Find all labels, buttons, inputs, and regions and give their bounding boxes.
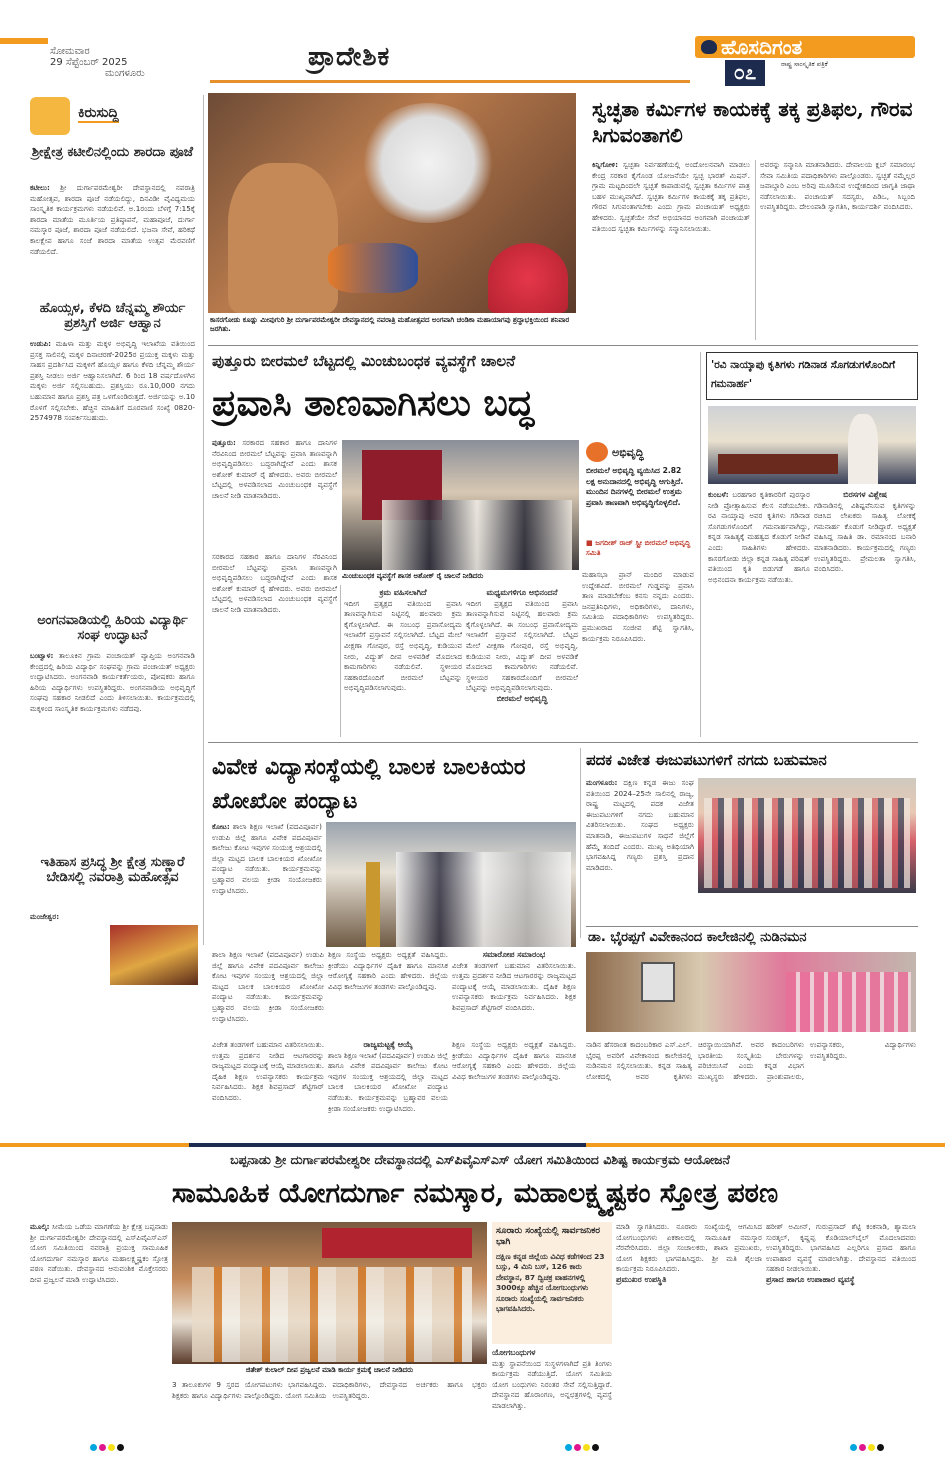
brand-logo-text: ಹೊಸದಿಗಂತ	[721, 35, 803, 59]
ravi-body-right: ಗಡಿನಾಡಿನಲ್ಲಿ ವಿಶಿಷ್ಟವೆನಿಸುವ ಕೃತಿಗಳನ್ನು ರಚಿಸಿದ ಲೇಖಕರು ಸಾಹಿತ್ಯ ಲೋಕಕ್ಕೆ ಗಮನಾರ್ಹ ಕೊಡುಗೆ ನೀಡಿದ್ದಾರೆ. ಅಧ್ಯಕ್ಷತೆ ವಹಿಸಿದ್ದ ಸಾಹಿತಿ ಡಾ. ರಮಾನಂದ ಬನಾರಿ ಮಾತನಾಡಿದರು. ಕಾರ್ಯಕ್ರಮದಲ್ಲಿ ಗಣ್ಯರು ಉಪಸ್ಥಿತರಿದ್ದರು. ಪ್ರೇಮಲತಾ ಸ್ವಾಗತಿಸಿ, ವಂದಿಸಿದರು.	[814, 500, 916, 574]
swachhata-headline: ಸ್ವಚ್ಛತಾ ಕರ್ಮಿಗಳ ಕಾಯಕಕ್ಕೆ ತಕ್ಕ ಪ್ರತಿಫಲ, ಗೌರವ ಸಿಗುವಂತಾಗಲಿ	[592, 97, 913, 147]
kirusuddi-badge	[30, 97, 195, 137]
puttur-body-mid2: ಇದೀಗ ಪ್ರತ್ಯಕ್ಷದ ವತಿಯಿಂದ ಪ್ರವಾಸಿ ತಾಣವನ್ನಾಗಿಸುವ ನಿಟ್ಟಿನಲ್ಲಿ ಹಲವಾರು ಕ್ರಮ ಕೈಗೊಳ್ಳಲಾಗಿದೆ. ಈ ಸಂಬಂಧ ಪ್ರವಾಸೋದ್ಯಮ ಇಲಾಖೆಗೆ ಪ್ರಸ್ತಾವನೆ ಸಲ್ಲಿಸಲಾಗಿದೆ. ಬೆಟ್ಟದ ಮೇಲೆ ವೀಕ್ಷಣಾ ಗೋಪುರ, ರಸ್ತೆ ಅಭಿವೃದ್ಧಿ, ಕುಡಿಯುವ ನೀರು, ವಿದ್ಯುತ್ ದೀಪ ಅಳವಡಿಕೆ ಮೊದಲಾದ ಕಾಮಗಾರಿಗಳು ನಡೆಯಲಿವೆ. ಸ್ಥಳೀಯರ ಸಹಕಾರದೊಂದಿಗೆ ಬೀರಮಲೆ ಬೆಟ್ಟವನ್ನು ಅಭಿವೃದ್ಧಿಪಡಿಸಲಾಗುವುದು.	[466, 598, 578, 693]
khokho-body-left: ಶಾಲಾ ಶಿಕ್ಷಣ ಇಲಾಖೆ (ಪದವಿಪೂರ್ವ) ಉಡುಪಿ ಜಿಲ್ಲೆ ಹಾಗೂ ವಿವೇಕ ಪದವಿಪೂರ್ವ ಕಾಲೇಜು ಕೋಟ ಇವುಗಳ ಸಂಯುಕ್ತ ಆಶ್ರಯದಲ್ಲಿ ಜಿಲ್ಲಾ ಮಟ್ಟದ ಬಾಲಕ ಬಾಲಕಿಯರ ಖೋಖೋ ಪಂದ್ಯಾಟ ನಡೆಯಿತು. ಕಾರ್ಯಕ್ರಮವನ್ನು ಬ್ರಹ್ಮಾವರ ವಲಯ ಕ್ರೀಡಾ ಸಂಯೋಜಕರು ಉದ್ಘಾಟಿಸಿದರು.	[212, 822, 322, 895]
khokho-bottom-text-3	[452, 1040, 576, 1138]
yellow-dot	[108, 1444, 115, 1451]
section-title: ಪ್ರಾದೇಶಿಕ	[308, 42, 391, 72]
khokho-lower-col-3	[452, 950, 576, 1032]
khokho-bottom-1: ವಿಜೇತ ತಂಡಗಳಿಗೆ ಬಹುಮಾನ ವಿತರಿಸಲಾಯಿತು. ಉತ್ತಮ ಪ್ರದರ್ಶನ ನೀಡಿದ ಆಟಗಾರರನ್ನು ರಾಜ್ಯಮಟ್ಟದ ಪಂದ್ಯಾಟಕ್ಕೆ ಆಯ್ಕೆ ಮಾಡಲಾಯಿತು. ದೈಹಿಕ ಶಿಕ್ಷಣ ಉಪನ್ಯಾಸಕರು ಕಾರ್ಯಕ್ರಮ ನಿರ್ವಹಿಸಿದರು. ಶಿಕ್ಷಕ ಶಿವಪ್ರಸಾದ್ ಶೆಟ್ಟಿಗಾರ್ ವಂದಿಸಿದರು.	[212, 1040, 324, 1102]
header-left-accent	[0, 38, 48, 44]
header-rule	[210, 80, 690, 83]
puttur-photo-caption: ಮಿಂಚುಬಂಧಕ ವ್ಯವಸ್ಥೆಗೆ ಶಾಸಕ ಅಶೋಕ್ ರೈ ಚಾಲನೆ ನೀಡಿದರು	[342, 572, 484, 580]
brand-block	[695, 36, 915, 88]
kirusuddi-column	[30, 95, 200, 935]
kiru-lead-4: ಮಂಜೇಶ್ವರ:	[30, 912, 60, 921]
padaka-headline: ಪದಕ ವಿಜೇತ ಈಜುಪಟುಗಳಿಗೆ ನಗದು ಬಹುಮಾನ	[586, 751, 827, 769]
puttur-col-divider-1	[340, 585, 341, 737]
header-date-block	[50, 46, 200, 79]
bappanadu-body-left: ಸೀಮೆಯ ಒಡೆಯ ಮಾಗಣೆಯ ಶ್ರೀ ಕ್ಷೇತ್ರ ಬಪ್ಪನಾಡು ಶ್ರೀ ದುರ್ಗಾಪರಮೇಶ್ವರೀ ದೇವಸ್ಥಾನದಲ್ಲಿ ಎಸ್‌ಪಿವೈಎಸ್‌ಎಸ್ ಯೋಗ ಸಮಿತಿಯಿಂದ ನವರಾತ್ರಿ ಪ್ರಯುಕ್ತ ಸಾಮೂಹಿಕ ಯೋಗದುರ್ಗಾ ನಮಸ್ಕಾರ ಹಾಗೂ ಮಹಾಲಕ್ಷ್ಮ್ಯಷ್ಟಕಂ ಸ್ತೋತ್ರ ಪಠಣ ನಡೆಯಿತು. ದೇವಸ್ಥಾನದ ಆನುವಂಶಿಕ ಮೊಕ್ತೇಸರರು ದೀಪ ಪ್ರಜ್ವಲನೆ ಮಾಡಿ ಉದ್ಘಾಟಿಸಿದರು.	[30, 1222, 168, 1284]
bappanadu-body-c5: ಹರೀಶ್ ಅಮೀನ್, ಗುರುಪ್ರಸಾದ್ ಶೆಟ್ಟಿ ಕಂಕನಾಡಿ, ಶ್ಯಾಮಲಾ ಸುರತ್ಕಲ್, ಕೃಷ್ಣಪ್ಪ ಕೊಡಿಯಾಲ್‌ಬೈಲ್ ಮೊದಲಾದವರು ಉಪಸ್ಥಿತರಿದ್ದರು. ಭಾಗವಹಿಸಿದ ಎಲ್ಲರಿಗೂ ಪ್ರಸಾದ ಹಾಗೂ ಉಪಾಹಾರ ವ್ಯವಸ್ಥೆ ಮಾಡಲಾಗಿತ್ತು. ದೇವಸ್ಥಾನದ ವತಿಯಿಂದ ಸಹಕಾರ ನೀಡಲಾಯಿತು.	[766, 1222, 916, 1274]
abhivruddhi-title: ಅಭಿವೃದ್ಧಿ	[612, 446, 644, 459]
swachhata-text-left	[592, 160, 750, 340]
kiru-headline-3: ಅಂಗನವಾಡಿಯಲ್ಲಿ ಹಿರಿಯ ವಿದ್ಯಾರ್ಥಿ ಸಂಘ ಉದ್ಘಾಟನೆ	[37, 613, 188, 643]
swachhata-body-left: ಸ್ವಚ್ಛತಾ ನಿರ್ವಹಣೆಯಲ್ಲಿ ಅಂದೋಲನವಾಗಿ ಮಾಡಲು ಕೇಂದ್ರ ಸರಕಾರ ಕೈಗೊಂಡ ಯೋಜನೆಯೇ ಸ್ವಚ್ಛ ಭಾರತ್ ಮಿಷನ್. ಗ್ರಾಮ ಮಟ್ಟದಿಂದಲೇ ಸ್ವಚ್ಛತೆ ಕಾಪಾಡುವಲ್ಲಿ ಸ್ವಚ್ಛತಾ ಕರ್ಮಿಗಳ ಪಾತ್ರ ಬಹಳ ಮುಖ್ಯವಾಗಿದೆ. ಸ್ವಚ್ಛತಾ ಕರ್ಮಿಗಳ ಕಾಯಕಕ್ಕೆ ತಕ್ಕ ಪ್ರತಿಫಲ, ಗೌರವ ಸಿಗುವಂತಾಗಬೇಕು ಎಂದು ಗ್ರಾಮ ಪಂಚಾಯತ್ ಅಧ್ಯಕ್ಷರು ಹೇಳಿದರು. ಸ್ವಚ್ಛತೆಯೇ ಸೇವೆ ಅಭಿಯಾನದ ಅಂಗವಾಗಿ ಪಂಚಾಯತ್ ವತಿಯಿಂದ ಸ್ವಚ್ಛತಾ ಕರ್ಮಿಗಳನ್ನು ಸನ್ಮಾನಿಸಲಾಯಿತು.	[592, 160, 750, 233]
khokho-bottom-2: ಶಾಲಾ ಶಿಕ್ಷಣ ಇಲಾಖೆ (ಪದವಿಪೂರ್ವ) ಉಡುಪಿ ಜಿಲ್ಲೆ ಹಾಗೂ ವಿವೇಕ ಪದವಿಪೂರ್ವ ಕಾಲೇಜು ಕೋಟ ಇವುಗಳ ಸಂಯುಕ್ತ ಆಶ್ರಯದಲ್ಲಿ ಜಿಲ್ಲಾ ಮಟ್ಟದ ಬಾಲಕ ಬಾಲಕಿಯರ ಖೋಖೋ ಪಂದ್ಯಾಟ ನಡೆಯಿತು. ಕಾರ್ಯಕ್ರಮವನ್ನು ಬ್ರಹ್ಮಾವರ ವಲಯ ಕ್ರೀಡಾ ಸಂಯೋಜಕರು ಉದ್ಘಾಟಿಸಿದರು.	[328, 1050, 448, 1113]
kiru-text-4-body	[30, 924, 108, 984]
sooraru-box-title: ಸೂರಾರು ಸಂಖ್ಯೆಯಲ್ಲಿ ಸಾರ್ವಜನಿಕರ ಭಾಗಿ	[496, 1226, 600, 1247]
khokho-lower-col-1	[212, 950, 324, 1032]
lamp-figures	[192, 1267, 472, 1362]
crowd-row	[382, 500, 572, 570]
puttur-col1-body: ಸರಕಾರದ ಸಹಕಾರ ಹಾಗೂ ದಾನಿಗಳ ನೆರವಿನಿಂದ ಬೀರಮಲೆ ಬೆಟ್ಟವನ್ನು ಪ್ರವಾಸಿ ತಾಣವನ್ನಾಗಿ ಅಭಿವೃದ್ಧಿಪಡಿಸಲು ಬದ್ಧರಾಗಿದ್ದೇವೆ ಎಂದು ಶಾಸಕ ಅಶೋಕ್ ಕುಮಾರ್ ರೈ ಹೇಳಿದರು. ಅವರು ಬೀರಮಲೆ ಬೆಟ್ಟದಲ್ಲಿ ಅಳವಡಿಸಲಾದ ಮಿಂಚುಬಂಧಕ ವ್ಯವಸ್ಥೆಗೆ ಚಾಲನೆ ನೀಡಿ ಮಾತನಾಡಿದರು.	[212, 552, 337, 614]
yellow-dot	[583, 1444, 590, 1451]
bhyrappa-bottom-text	[586, 1040, 916, 1138]
khokho-bottom-3: ಶಿಕ್ಷಣ ಸಂಸ್ಥೆಯ ಅಧ್ಯಕ್ಷರು ಅಧ್ಯಕ್ಷತೆ ವಹಿಸಿದ್ದರು. ಕ್ರೀಡೆಯು ವಿದ್ಯಾರ್ಥಿಗಳ ದೈಹಿಕ ಹಾಗೂ ಮಾನಸಿಕ ಆರೋಗ್ಯಕ್ಕೆ ಸಹಕಾರಿ ಎಂದು ಹೇಳಿದರು. ಜಿಲ್ಲೆಯ ವಿವಿಧ ಕಾಲೇಜುಗಳ ತಂಡಗಳು ಪಾಲ್ಗೊಂಡಿದ್ದವು.	[452, 1040, 576, 1081]
top-photo-caption: ಕಾಸರಗೋಡು ಕೂಡ್ಲು ಮೀಪುಗುರಿ ಶ್ರೀ ದುರ್ಗಾಪರಮೇಶ್ವರೀ ದೇವಸ್ಥಾನದಲ್ಲಿ ನವರಾತ್ರಿ ಮಹೋತ್ಸವದ ಅಂಗವಾಗಿ ಚಂಡಿಕಾ ಮಹಾಯಾಗವು ಶ್ರದ್ಧಾಭಕ್ತಿಯಿಂದ ಶನಿವಾರ ಜರಗಿತು.	[210, 316, 570, 333]
swachhata-lead: ಕಿನ್ನಿಗೋಳಿ:	[592, 160, 618, 169]
magenta-dot	[99, 1444, 106, 1451]
padaka-lead: ಮಂಗಳೂರು:	[586, 778, 618, 787]
black-dot	[117, 1444, 124, 1451]
magenta-dot	[574, 1444, 581, 1451]
magenta-dot	[859, 1444, 866, 1451]
kiru-lead-2: ಉಡುಪಿ:	[30, 339, 52, 348]
lamp-stand	[366, 862, 380, 947]
kiru-headline-4: ಇತಿಹಾಸ ಪ್ರಸಿದ್ಧ ಶ್ರೀ ಕ್ಷೇತ್ರ ಸುಣ್ಣಾರೆ ಬೇಡಿಸಲ್ಲಿ ನವರಾತ್ರಿ ಮಹೋತ್ಸವ	[40, 855, 185, 885]
puttur-subhead-2: ಮಧ್ಯಮಗಳಿಗೂ ಅಭಿನಂದನೆ	[486, 588, 558, 597]
hand-icon	[30, 97, 70, 135]
quote-heart-icon	[586, 442, 608, 462]
cyan-dot	[850, 1444, 857, 1451]
puttur-ravi-divider	[700, 352, 701, 737]
bappanadu-body-mid: ಮತ್ತು ಸ್ಥಾಪನೆಯಿಂದ ಸುಸ್ಥಳಗಳಾಗಿದೆ ಪ್ರತಿ ತಿಂಗಳು ಕಾರ್ಯಕ್ರಮ ನಡೆಯುತ್ತಿದೆ. ಯೋಗ ಸಮಿತಿಯ ಯೋಗ ಬಂಧುಗಳು ನಿರಂತರ ಸೇವೆ ಸಲ್ಲಿಸುತ್ತಿದ್ದಾರೆ. ದೇವಸ್ಥಾನದ ಹೊರಾಂಗಣ, ಅನ್ನಛತ್ರಗಳಲ್ಲಿ ವ್ಯವಸ್ಥೆ ಮಾಡಲಾಗಿತ್ತು.	[492, 1358, 612, 1410]
puttur-text-right: ಮಹಾಸಭಾ ಪ್ರಾನ್ ಮಂದಿರ ಮಾಡುವ ಉದ್ದೇಶವಿದೆ. ಬೀರಮಲೆ ಗುಡ್ಡವನ್ನು ಪ್ರವಾಸಿ ತಾಣ ಮಾಡಬೇಕೆಂಬ ಕನಸು ನನ್ನದು ಎಂದರು. ಜನಪ್ರತಿನಿಧಿಗಳು, ಅಧಿಕಾರಿಗಳು, ದಾನಿಗಳು, ಸಮಿತಿಯ ಪದಾಧಿಕಾರಿಗಳು ಉಪಸ್ಥಿತರಿದ್ದರು. ಪ್ರಮುಖರಾದ ಸಂಜೀವ ಶೆಟ್ಟಿ ಸ್ವಾಗತಿಸಿ, ಕಾರ್ಯಕ್ರಮ ನಿರೂಪಿಸಿದರು.	[582, 570, 694, 643]
swachhata-col-divider	[755, 160, 756, 340]
chandika-yaga-photo	[208, 93, 576, 313]
bhyrappa-tribute-photo	[586, 952, 916, 1032]
bappanadu-headline: ಸಾಮೂಹಿಕ ಯೋಗದುರ್ಗಾ ನಮಸ್ಕಾರ, ಮಹಾಲಕ್ಷ್ಮ್ಯಷ್ಟಕಂ ಸ್ತೋತ್ರ ಪಠಣ	[171, 1178, 779, 1209]
kiru-text-3	[30, 651, 195, 851]
bappanadu-col-4	[616, 1222, 762, 1420]
padaka-body: ದಕ್ಷಿಣ ಕನ್ನಡ ಈಜು ಸಂಘ ವತಿಯಿಂದ 2024–25ನೇ ಸಾಲಿನಲ್ಲಿ ರಾಜ್ಯ, ರಾಷ್ಟ್ರ ಮಟ್ಟದಲ್ಲಿ ಪದಕ ವಿಜೇತ ಈಜುಪಟುಗಳಿಗೆ ನಗದು ಬಹುಮಾನ ವಿತರಿಸಲಾಯಿತು. ಸಂಘದ ಅಧ್ಯಕ್ಷರು ಮಾತನಾಡಿ, ಈಜುಪಟುಗಳ ಸಾಧನೆ ಜಿಲ್ಲೆಗೆ ಹೆಮ್ಮೆ ತಂದಿದೆ ಎಂದರು. ಮುಖ್ಯ ಅತಿಥಿಯಾಗಿ ಭಾಗವಹಿಸಿದ್ದ ಗಣ್ಯರು ಪ್ರಶಸ್ತಿ ಪ್ರದಾನ ಮಾಡಿದರು.	[586, 778, 694, 872]
bappanadu-lead: ಮೂಲ್ಕಿ:	[30, 1222, 50, 1231]
ravi-lead: ಕುಂಬಳೆ:	[708, 490, 729, 499]
speaker-figure	[848, 414, 878, 484]
masthead	[0, 0, 945, 92]
cmyk-marks-left	[90, 1436, 126, 1455]
sidebar-divider	[203, 95, 204, 945]
ravi-headline-box	[706, 352, 918, 400]
black-dot	[877, 1444, 884, 1451]
yoga-photo-caption: ಜಿತೇಶ್ ಕುಲಾಲ್ ದೀಪ ಪ್ರಜ್ವಲನೆ ಮಾಡಿ ಕಾರ್ಯ ಕ್ರಮಕ್ಕೆ ಚಾಲನೆ ನೀಡಿದರು	[245, 1366, 414, 1374]
khokho-lower-col-2	[328, 950, 448, 1032]
bhyrappa-bottom-body: ನಾಡಿನ ಹೆಸರಾಂತ ಕಾದಂಬರಿಕಾರ ಎಸ್.ಎಲ್. ಭೈರಪ್ಪ ಅವರಿಗೆ ವಿವೇಕಾನಂದ ಕಾಲೇಜಿನಲ್ಲಿ ನುಡಿನಮನ ಸಲ್ಲಿಸಲಾಯಿತು. ಕನ್ನಡ ಸಾಹಿತ್ಯ ಲೋಕದಲ್ಲಿ ಅವರ ಕೃತಿಗಳು ಚಿರಸ್ಥಾಯಿಯಾಗಿವೆ. ಅವರ ಕಾದಂಬರಿಗಳು ಭಾರತೀಯ ಸಂಸ್ಕೃತಿಯ ಬೇರುಗಳನ್ನು ಪರಿಚಯಿಸಿವೆ ಎಂದು ಕನ್ನಡ ವಿಭಾಗ ಮುಖ್ಯಸ್ಥರು ಹೇಳಿದರು. ಪ್ರಾಂಶುಪಾಲರು, ಉಪನ್ಯಾಸಕರು, ವಿದ್ಯಾರ್ಥಿಗಳು ಉಪಸ್ಥಿತರಿದ್ದರು.	[586, 1040, 916, 1081]
khokho-bottom-text-2	[328, 1040, 448, 1138]
puttur-lead: ಪುತ್ತೂರು:	[212, 438, 236, 447]
sooraru-box	[492, 1222, 612, 1344]
puttur-subhead-3: ಬೀರಮಲೆ ಅಭಿವೃದ್ಧಿ	[496, 693, 548, 703]
bappanadu-kicker: ಬಪ್ಪನಾಡು ಶ್ರೀ ದುರ್ಗಾಪರಮೇಶ್ವರೀ ದೇವಸ್ಥಾನದಲ್ಲಿ ಎಸ್‌ಪಿವೈಎಸ್‌ಎಸ್ ಯೋಗ ಸಮಿತಿಯಿಂದ ವಿಶಿಷ್ಟ ಕಾರ್ಯಕ್ರಮ ಆಯೋಜನೆ	[230, 1152, 730, 1167]
cmyk-marks-right	[850, 1436, 886, 1455]
page-number: ೦೭	[725, 60, 765, 86]
khokho-headline: ವಿವೇಕ ವಿದ್ಯಾಸಂಸ್ಥೆಯಲ್ಲಿ ಬಾಲಕ ಬಾಲಕಿಯರ ಖೋಖೋ ಪಂದ್ಯಾಟ	[212, 754, 526, 814]
ravi-subhead: ಬಿರಸಗಳ ವಿಶ್ಲೇಷ	[843, 490, 887, 499]
portrait-frame	[641, 962, 675, 1002]
bappanadu-text-left	[30, 1222, 168, 1412]
ravi-event-photo	[708, 406, 916, 484]
banner-backdrop	[322, 1228, 472, 1258]
kiru-body-1: ಶ್ರೀ ದುರ್ಗಾಪರಮೇಶ್ವರೀ ದೇವಸ್ಥಾನದಲ್ಲಿ ನವರಾತ್ರಿ ಮಹೋತ್ಸವ, ಶಾರದಾ ಪೂಜೆ ನಡೆಯಲಿದ್ದು, ದಿನವಿಡೀ ವೈವಿಧ್ಯಮಯ ಸಾಂಸ್ಕೃತಿಕ ಕಾರ್ಯಕ್ರಮಗಳು ನಡೆಯಲಿವೆ. ಅ.1ರಂದು ಬೆಳಗ್ಗೆ 7:15ಕ್ಕೆ ಶಾರದಾ ಮಾತೆಯ ಮೂರ್ತಿಯ ಪ್ರತಿಷ್ಠಾಪನೆ, ಮಹಾಪೂಜೆ, ದುರ್ಗಾ ನಮಸ್ಕಾರ ಪೂಜೆ, ಶಾರದಾ ಪೂಜೆ ನಡೆಯಲಿದೆ. ಭಜನಾ ಸೇವೆ, ಹರಿಕಥೆ ಕಾಲಕ್ಷೇಪ ಹಾಗೂ ಸಂಜೆ ಶಾರದಾ ಮಾತೆಯ ಉತ್ಸವ ಮೆರವಣಿಗೆ ನಡೆಯಲಿದೆ.	[30, 183, 195, 256]
abhivruddhi-box	[584, 440, 694, 565]
cyan-dot	[90, 1444, 97, 1451]
cmyk-marks-mid	[565, 1436, 601, 1455]
temple-photo-small	[110, 925, 198, 985]
kiru-body-3: ತಾಲೂಕಿನ ಗ್ರಾಮ ಪಂಚಾಯತ್ ವ್ಯಾಪ್ತಿಯ ಅಂಗನವಾಡಿ ಕೇಂದ್ರದಲ್ಲಿ ಹಿರಿಯ ವಿದ್ಯಾರ್ಥಿ ಸಂಘವನ್ನು ಗ್ರಾಮ ಪಂಚಾಯತ್ ಅಧ್ಯಕ್ಷರು ಉದ್ಘಾಟಿಸಿದರು. ಅಂಗನವಾಡಿ ಕಾರ್ಯಕರ್ತೆಯರು, ಪೋಷಕರು ಹಾಗೂ ಹಿರಿಯ ವಿದ್ಯಾರ್ಥಿಗಳು ಉಪಸ್ಥಿತರಿದ್ದರು. ಅಂಗನವಾಡಿಯ ಅಭಿವೃದ್ಧಿಗೆ ಸಂಘವು ಸಹಕಾರ ನೀಡಲಿದೆ ಎಂದು ತಿಳಿಸಲಾಯಿತು. ಕಾರ್ಯಕ್ರಮದಲ್ಲಿ ಮಕ್ಕಳಿಂದ ಸಾಂಸ್ಕೃತಿಕ ಕಾರ್ಯಕ್ರಮಗಳು ನಡೆದವು.	[30, 651, 195, 713]
khokho-text-left	[212, 822, 322, 940]
puttur-body-mid: ಇದೀಗ ಪ್ರತ್ಯಕ್ಷದ ವತಿಯಿಂದ ಪ್ರವಾಸಿ ತಾಣವನ್ನಾಗಿಸುವ ನಿಟ್ಟಿನಲ್ಲಿ ಹಲವಾರು ಕ್ರಮ ಕೈಗೊಳ್ಳಲಾಗಿದೆ. ಈ ಸಂಬಂಧ ಪ್ರವಾಸೋದ್ಯಮ ಇಲಾಖೆಗೆ ಪ್ರಸ್ತಾವನೆ ಸಲ್ಲಿಸಲಾಗಿದೆ. ಬೆಟ್ಟದ ಮೇಲೆ ವೀಕ್ಷಣಾ ಗೋಪುರ, ರಸ್ತೆ ಅಭಿವೃದ್ಧಿ, ಕುಡಿಯುವ ನೀರು, ವಿದ್ಯುತ್ ದೀಪ ಅಳವಡಿಕೆ ಮೊದಲಾದ ಕಾಮಗಾರಿಗಳು ನಡೆಯಲಿವೆ. ಸ್ಥಳೀಯರ ಸಹಕಾರದೊಂದಿಗೆ ಬೀರಮಲೆ ಬೆಟ್ಟವನ್ನು ಅಭಿವೃದ್ಧಿಪಡಿಸಲಾಗುವುದು.	[344, 598, 462, 693]
puttur-headline: ಪ್ರವಾಸಿ ತಾಣವಾಗಿಸಲು ಬದ್ಧ	[212, 382, 534, 424]
khokho-subhead-b: ರಾಜ್ಯಮಟ್ಟಕ್ಕೆ ಆಯ್ಕೆ	[363, 1040, 413, 1049]
puttur-text-mid2	[466, 588, 578, 736]
bappanadu-text-bottom: 3 ತಾಲೂಕುಗಳ 9 ಸ್ತರದ ಯೋಗಪಟುಗಳು ಭಾಗವಹಿಸಿದ್ದರು. ಶಿಕ್ಷಕರು ಹಾಗೂ ವಿದ್ಯಾರ್ಥಿಗಳು ಪಾಲ್ಗೊಂಡಿದ್ದರು. ಯೋಗ ಸಮಿತಿಯ ಪದಾಧಿಕಾರಿಗಳು, ದೇವಸ್ಥಾನದ ಅರ್ಚಕರು ಹಾಗೂ ಭಕ್ತರು ಉಪಸ್ಥಿತರಿದ್ದರು.	[172, 1380, 487, 1400]
ravi-body: ಬರಹಗಾರ ಕೃತಿಕಾರರಿಗೆ ಪುರಸ್ಕಾರ ನೀಡಿ ಪ್ರೋತ್ಸಾಹಿಸುವ ಕೆಲಸ ನಡೆಯಬೇಕು. ರವಿ ನಾಯ್ಕಾಪು ಅವರ ಕೃತಿಗಳು ಗಡಿನಾಡ ಸೊಗಡುಗಳೊಂದಿಗೆ ಗಮನಾರ್ಹವಾಗಿದ್ದು, ಕನ್ನಡ ಸಾಹಿತ್ಯಕ್ಕೆ ಮಹತ್ವದ ಕೊಡುಗೆ ನೀಡಿವೆ ಎಂದು ಸಾಹಿತಿಗಳು ಹೇಳಿದರು. ಕಾಸರಗೋಡು ಜಿಲ್ಲಾ ಕನ್ನಡ ಸಾಹಿತ್ಯ ಪರಿಷತ್ ವತಿಯಿಂದ ಕೃತಿ ಬಿಡುಗಡೆ ಹಾಗೂ ಅಭಿನಂದನಾ ಕಾರ್ಯಕ್ರಮ ನಡೆಯಿತು.	[708, 490, 810, 584]
lotus-icon	[701, 40, 717, 54]
group-row	[704, 798, 910, 888]
kirusuddi-label: ಕಿರುಸುದ್ದಿ	[78, 105, 119, 121]
sooraru-box-text: ದಕ್ಷಿಣ ಕನ್ನಡ ಜಿಲ್ಲೆಯ ವಿವಿಧ ಕಡೆಗಳಿಂದ 23 ಬಸ್ಸು, 4 ಮಿನಿ ಬಸ್, 126 ಕಾರು ದೇವಸ್ಥಾನ, 87 ದ್ವಿಚಕ್ರ ವಾಹನಗಳಲ್ಲಿ 3000ಕ್ಕೂ ಹೆಚ್ಚಿನ ಯೋಗಬಂಧುಗಳು ಸೂರಾರು ಸಂಖ್ಯೆಯಲ್ಲಿ ಸಾರ್ವಜನಿಕರು ಭಾಗವಹಿಸಿದರು.	[496, 1252, 605, 1314]
bappanadu-subhead-1: ಯೋಗಬಂಧುಗಳ	[492, 1348, 536, 1357]
ravi-headline: 'ರವಿ ನಾಯ್ಕಾಪು ಕೃತಿಗಳು ಗಡಿನಾಡ ಸೊಗಡುಗಳೊಂದಿಗೆ ಗಮನಾರ್ಹ'	[711, 359, 896, 390]
idol-decoration	[488, 243, 568, 313]
kiru-text-2	[30, 339, 195, 607]
puttur-text-mid	[344, 588, 462, 736]
khokho-lead: ಕೋಟ:	[212, 822, 230, 831]
khokho-lower-1: ಶಾಲಾ ಶಿಕ್ಷಣ ಇಲಾಖೆ (ಪದವಿಪೂರ್ವ) ಉಡುಪಿ ಜಿಲ್ಲೆ ಹಾಗೂ ವಿವೇಕ ಪದವಿಪೂರ್ವ ಕಾಲೇಜು ಕೋಟ ಇವುಗಳ ಸಂಯುಕ್ತ ಆಶ್ರಯದಲ್ಲಿ ಜಿಲ್ಲಾ ಮಟ್ಟದ ಬಾಲಕ ಬಾಲಕಿಯರ ಖೋಖೋ ಪಂದ್ಯಾಟ ನಡೆಯಿತು. ಕಾರ್ಯಕ್ರಮವನ್ನು ಬ್ರಹ್ಮಾವರ ವಲಯ ಕ್ರೀಡಾ ಸಂಯೋಜಕರು ಉದ್ಘಾಟಿಸಿದರು.	[212, 950, 324, 1023]
bappanadu-body-c4: ಮಾಡಿ ಸ್ವಾಗತಿಸಿದರು. ನೂರಾರು ಸಂಖ್ಯೆಯಲ್ಲಿ ಆಗಮಿಸಿದ ಯೋಗಬಂಧುಗಳು ಏಕಕಾಲದಲ್ಲಿ ಸಾಮೂಹಿಕ ನಮಸ್ಕಾರ ನೆರವೇರಿಸಿದರು. ಜಿಲ್ಲಾ ಸಂಚಾಲಕರು, ಶಾಖಾ ಪ್ರಮುಖರು, ಯೋಗ ಶಿಕ್ಷಕರು ಭಾಗವಹಿಸಿದ್ದರು. ಶ್ರೀ ಮತಿ ಶೈಲಜಾ ಕಾರ್ಯಕ್ರಮ ನಿರೂಪಿಸಿದರು.	[616, 1222, 762, 1274]
header-city: ಮಂಗಳೂರು	[105, 68, 145, 79]
priest-figure	[228, 163, 338, 313]
bottom-section-rule	[0, 1143, 945, 1147]
yellow-dot	[868, 1444, 875, 1451]
section-rule-2	[208, 742, 918, 743]
ravi-text-right	[814, 490, 916, 736]
puttur-subhead-1: ಕ್ರಮ ವಹಿಸಲಾಗಿದೆ	[379, 588, 427, 597]
swachhata-text-right: ಅವರನ್ನು ಸನ್ಮಾನಿಸಿ ಮಾತನಾಡಿದರು. ದೇವಾಲಯ ಕ್ಲಬ್ ಸಮಾರಂಭ ಸೇವಾ ಸಮಿತಿಯ ಪದಾಧಿಕಾರಿಗಳು ಪಾಲ್ಗೊಂಡರು. ಸ್ವಚ್ಛತೆ ನಮ್ಮೆಲ್ಲರ ಜವಾಬ್ದಾರಿ ಎಂಬ ಅರಿವು ಮೂಡಿಸುವ ಉದ್ದೇಶದಿಂದ ಜಾಗೃತಿ ಜಾಥಾ ನಡೆಸಲಾಯಿತು. ಪಂಚಾಯತ್ ಸದಸ್ಯರು, ಪಿಡಿಒ, ಸಿಬ್ಬಂದಿ ಉಪಸ್ಥಿತರಿದ್ದರು. ದೇಲಂಪಾಡಿ ಸ್ವಾಗತಿಸಿ, ಕಾರ್ಯದರ್ಶಿ ವಂದಿಸಿದರು.	[760, 160, 915, 212]
stage-table	[718, 454, 838, 474]
section-rule-1	[208, 345, 918, 346]
bappanadu-subhead-2: ಪ್ರಮುಖರ ಉಪಸ್ಥಿತಿ	[616, 1274, 667, 1284]
khokho-inauguration-photo	[326, 822, 576, 947]
black-dot	[592, 1444, 599, 1451]
ravi-text-left	[708, 490, 810, 736]
khokho-padaka-divider	[580, 748, 581, 938]
students-row	[786, 972, 911, 1032]
kiru-lead-1: ಕಟೀಲು:	[30, 183, 50, 192]
puttur-kicker: ಪುತ್ತೂರು ಬೀರಮಲೆ ಬೆಟ್ಟದಲ್ಲಿ ಮಿಂಚುಬಂಧಕ ವ್ಯವಸ್ಥೆಗೆ ಚಾಲನೆ	[212, 352, 516, 370]
kiru-text-1	[30, 183, 195, 295]
cloth-offering	[328, 243, 418, 293]
yoga-event-photo	[172, 1222, 487, 1364]
padaka-text	[586, 778, 694, 922]
smoke-cloud	[358, 103, 498, 223]
kiru-headline-1: ಶ್ರೀಕ್ಷೇತ್ರ ಕಟೀಲಿನಲ್ಲಿಂದು ಶಾರದಾ ಪೂಜೆ	[31, 145, 194, 160]
kiru-body-2: ಮಹಿಳಾ ಮತ್ತು ಮಕ್ಕಳ ಅಭಿವೃದ್ಧಿ ಇಲಾಖೆಯ ವತಿಯಿಂದ ಪ್ರಸಕ್ತ ಸಾಲಿನಲ್ಲಿ ಮಕ್ಕಳ ದಿನಾಚರಣೆ-2025ರ ಪ್ರಯುಕ್ತ ಮಕ್ಕಳು ಮತ್ತು ಸಾಹಸ ಪ್ರದರ್ಶಿಸಿದ ಮಕ್ಕಳಿಗೆ ಹೊಯ್ಸಳ ಹಾಗೂ ಕೆಳದಿ ಚೆನ್ನಮ್ಮ ಶೌರ್ಯ ಪ್ರಶಸ್ತಿ ನೀಡಲು ಅರ್ಜಿ ಆಹ್ವಾನಿಸಲಾಗಿದೆ. 6 ರಿಂದ 18 ವರ್ಷದೊಳಗಿನ ಮಕ್ಕಳು ಅರ್ಜಿ ಸಲ್ಲಿಸಬಹುದು. ಪ್ರಶಸ್ತಿಯು ರೂ.10,000 ನಗದು ಬಹುಮಾನ ಹಾಗೂ ಪ್ರಶಸ್ತಿ ಪತ್ರ ಒಳಗೊಂಡಿರುತ್ತದೆ. ಅರ್ಜಿಯನ್ನು ಅ.10 ರೊಳಗೆ ಸಲ್ಲಿಸಬೇಕು. ಹೆಚ್ಚಿನ ಮಾಹಿತಿಗೆ ದೂರವಾಣಿ ಸಂಖ್ಯೆ 0820-2574978 ಸಂಪರ್ಕಿಸಬಹುದು.	[30, 339, 195, 423]
lightning-arrester-photo	[342, 440, 579, 570]
bappanadu-col-5	[766, 1222, 916, 1420]
guests-row	[396, 852, 571, 947]
khokho-subhead-a: ಸಮಾರೋಪ ಸಮಾರಂಭ	[482, 950, 546, 959]
khokho-lower-2: ಶಿಕ್ಷಣ ಸಂಸ್ಥೆಯ ಅಧ್ಯಕ್ಷರು ಅಧ್ಯಕ್ಷತೆ ವಹಿಸಿದ್ದರು. ಕ್ರೀಡೆಯು ವಿದ್ಯಾರ್ಥಿಗಳ ದೈಹಿಕ ಹಾಗೂ ಮಾನಸಿಕ ಆರೋಗ್ಯಕ್ಕೆ ಸಹಕಾರಿ ಎಂದು ಹೇಳಿದರು. ಜಿಲ್ಲೆಯ ವಿವಿಧ ಕಾಲೇಜುಗಳ ತಂಡಗಳು ಪಾಲ್ಗೊಂಡಿದ್ದವು.	[328, 950, 448, 991]
bappanadu-text-mid	[492, 1348, 612, 1420]
bhyrappa-headline-bar	[586, 926, 918, 948]
abhivruddhi-author: ■ ಜಗದೀಶ್ ರಾಜ್ ಸ್ಟ್ರೀ ಬೀರಮಲೆ ಅಭಿವೃದ್ಧಿ ಸಮಿತಿ	[586, 538, 691, 557]
bappanadu-subhead-3: ಪ್ರಸಾದ ಹಾಗೂ ಉಪಾಹಾರ ವ್ಯವಸ್ಥೆ	[766, 1274, 855, 1284]
swimmers-group-photo	[698, 778, 916, 893]
header-date: 29 ಸೆಪ್ಟೆಂಬರ್ 2025	[50, 57, 128, 68]
kiru-headline-2: ಹೊಯ್ಸಳ, ಕೆಳದಿ ಚೆನ್ನಮ್ಮ ಶೌರ್ಯ ಪ್ರಶಸ್ತಿಗೆ ಅರ್ಜಿ ಆಹ್ವಾನ	[39, 301, 186, 331]
khokho-bottom-text-1	[212, 1040, 324, 1138]
puttur-col1	[212, 552, 337, 737]
kiru-lead-3: ಬಂಟ್ವಾಳ:	[30, 651, 54, 660]
puttur-text-left	[212, 438, 337, 548]
cyan-dot	[565, 1444, 572, 1451]
khokho-lower-3: ವಿಜೇತ ತಂಡಗಳಿಗೆ ಬಹುಮಾನ ವಿತರಿಸಲಾಯಿತು. ಉತ್ತಮ ಪ್ರದರ್ಶನ ನೀಡಿದ ಆಟಗಾರರನ್ನು ರಾಜ್ಯಮಟ್ಟದ ಪಂದ್ಯಾಟಕ್ಕೆ ಆಯ್ಕೆ ಮಾಡಲಾಯಿತು. ದೈಹಿಕ ಶಿಕ್ಷಣ ಉಪನ್ಯಾಸಕರು ಕಾರ್ಯಕ್ರಮ ನಿರ್ವಹಿಸಿದರು. ಶಿಕ್ಷಕ ಶಿವಪ್ರಸಾದ್ ಶೆಟ್ಟಿಗಾರ್ ವಂದಿಸಿದರು.	[452, 960, 576, 1012]
bhyrappa-headline: ಡಾ. ಭೈರಪ್ಪಗೆ ವಿವೇಕಾನಂದ ಕಾಲೇಜಿನಲ್ಲಿ ನುಡಿನಮನ	[588, 930, 807, 945]
brand-tagline: ರಾಷ್ಟ್ರ ಸಾಂಸ್ಕೃತಿಕ ಪತ್ರಿಕೆ	[781, 60, 828, 68]
abhivruddhi-text: ಬೀರಮಲೆ ಅಭಿವೃದ್ಧಿ ವ್ಯಯಿಸಿದ 2.82 ಲಕ್ಷ ಅನುದಾನದಲ್ಲಿ ಅಭಿವೃದ್ಧಿ ಆಗುತ್ತಿದೆ. ಮುಂದಿನ ದಿನಗಳಲ್ಲಿ ಬೀರಮಲೆ ಉತ್ತಮ ಪ್ರವಾಸಿ ತಾಣವಾಗಿ ಅಭಿವೃದ್ಧಿಗೊಳ್ಳಲಿದೆ.	[586, 466, 684, 507]
puttur-body-left: ಸರಕಾರದ ಸಹಕಾರ ಹಾಗೂ ದಾನಿಗಳ ನೆರವಿನಿಂದ ಬೀರಮಲೆ ಬೆಟ್ಟವನ್ನು ಪ್ರವಾಸಿ ತಾಣವನ್ನಾಗಿ ಅಭಿವೃದ್ಧಿಪಡಿಸಲು ಬದ್ಧರಾಗಿದ್ದೇವೆ ಎಂದು ಶಾಸಕ ಅಶೋಕ್ ಕುಮಾರ್ ರೈ ಹೇಳಿದರು. ಅವರು ಬೀರಮಲೆ ಬೆಟ್ಟದಲ್ಲಿ ಅಳವಡಿಸಲಾದ ಮಿಂಚುಬಂಧಕ ವ್ಯವಸ್ಥೆಗೆ ಚಾಲನೆ ನೀಡಿ ಮಾತನಾಡಿದರು.	[212, 438, 337, 500]
header-day: ಸೋಮವಾರ	[50, 46, 90, 57]
